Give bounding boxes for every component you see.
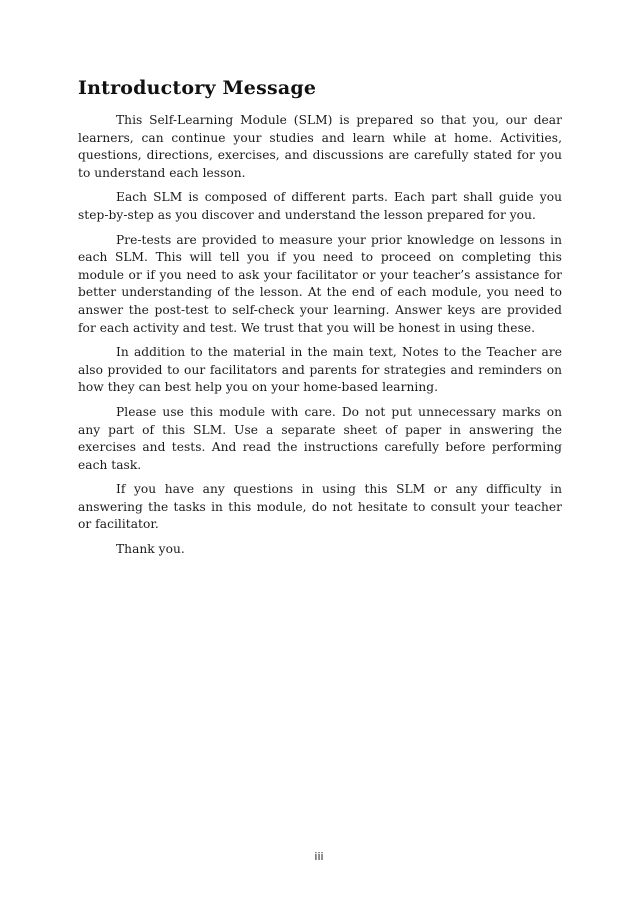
page-title: Introductory Message [78,77,317,99]
paragraph-pretests: Pre-tests are provided to measure your prior knowledge on lessons in each SLM. This will tell you if you need to proceed on completing this module or if you need to ask your facilitator or your teacher’s assistance for better understanding of the lesson. At the end of each module, you need to answer the post-test to self-check your learning. Answer keys are provided for each activity and test. We trust that you will be honest in using these. [78,232,562,335]
paragraph-intro: This Self-Learning Module (SLM) is prepared so that you, our dear learners, can continue your studies and learn while at home. Activities, questions, directions, exercises, and discussions are carefully stated for you to understand each lesson. [78,113,562,180]
page-number: iii [314,850,324,863]
paragraph-questions: If you have any questions in using this SLM or any difficulty in answering the tasks in this module, do not hesitate to consult your teacher or facilitator. [78,482,562,532]
paragraph-slm-parts: Each SLM is composed of different parts. Each part shall guide you step-by-step as you discover and understand the lesson prepared for you. [78,190,562,222]
paragraph-thank-you: Thank you. [116,542,185,557]
paragraph-care: Please use this module with care. Do not put unnecessary marks on any part of this SLM. Use a separate sheet of paper in answering the exercises and tests. And read the instructions carefully before performing each task. [78,404,562,472]
body-text [78,112,562,566]
paragraph-notes-to-teacher: In addition to the material in the main text, Notes to the Teacher are also provided to our facilitators and parents for strategies and reminders on how they can best help you on your home-based learning. [78,345,562,395]
